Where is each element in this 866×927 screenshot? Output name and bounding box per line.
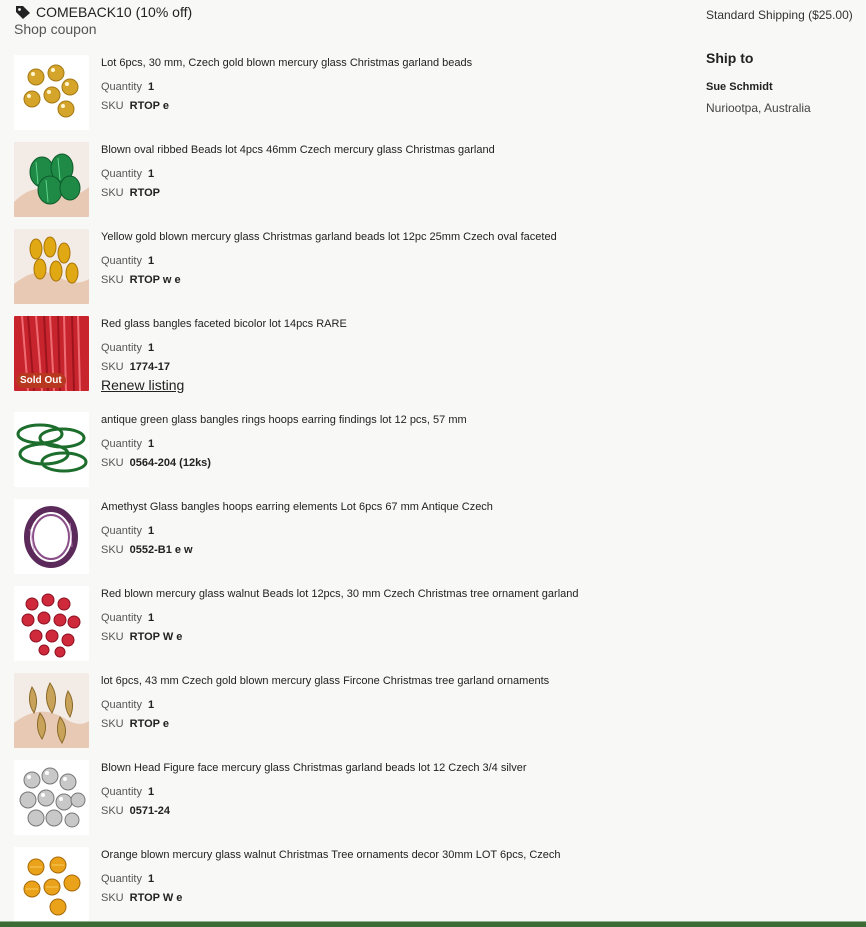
sku-label: SKU bbox=[101, 361, 124, 373]
quantity-label: Quantity bbox=[101, 342, 142, 354]
item-sku bbox=[101, 273, 691, 287]
item-thumbnail[interactable] bbox=[14, 499, 89, 574]
sku-label: SKU bbox=[101, 805, 124, 817]
item-sku bbox=[101, 717, 691, 731]
item-thumbnail[interactable] bbox=[14, 142, 89, 217]
item-thumbnail[interactable] bbox=[14, 586, 89, 661]
item-quantity bbox=[101, 437, 691, 451]
coupon-code-line bbox=[14, 4, 192, 20]
ship-to-name: Sue Schmidt bbox=[706, 81, 773, 93]
sku-value: RTOP e bbox=[129, 718, 169, 730]
item-thumbnail[interactable] bbox=[14, 316, 89, 391]
item-title[interactable]: Amethyst Glass bangles hoops earring elements Lot 6pcs 67 mm Antique Czech bbox=[101, 501, 493, 513]
quantity-value: 1 bbox=[147, 255, 155, 267]
item-quantity bbox=[101, 167, 691, 181]
sku-label: SKU bbox=[101, 187, 124, 199]
quantity-label: Quantity bbox=[101, 525, 142, 537]
tag-icon bbox=[14, 4, 32, 20]
quantity-label: Quantity bbox=[101, 612, 142, 624]
item-quantity bbox=[101, 698, 691, 712]
sku-label: SKU bbox=[101, 274, 124, 286]
quantity-label: Quantity bbox=[101, 873, 142, 885]
quantity-value: 1 bbox=[147, 873, 155, 885]
item-title[interactable]: Blown Head Figure face mercury glass Christmas garland beads lot 12 Czech 3/4 silver bbox=[101, 762, 527, 774]
quantity-label: Quantity bbox=[101, 699, 142, 711]
quantity-value: 1 bbox=[147, 525, 155, 537]
sku-value: RTOP bbox=[129, 187, 160, 199]
item-title[interactable]: Blown oval ribbed Beads lot 4pcs 46mm Czech mercury glass Christmas garland bbox=[101, 144, 495, 156]
item-sku bbox=[101, 360, 691, 374]
sku-label: SKU bbox=[101, 100, 124, 112]
item-title[interactable]: Yellow gold blown mercury glass Christmas garland beads lot 12pc 25mm Czech oval faceted bbox=[101, 231, 557, 243]
quantity-value: 1 bbox=[147, 342, 155, 354]
item-quantity bbox=[101, 341, 691, 355]
item-quantity bbox=[101, 524, 691, 538]
coupon-subtitle: Shop coupon bbox=[14, 21, 97, 37]
item-title[interactable]: antique green glass bangles rings hoops earring findings lot 12 pcs, 57 mm bbox=[101, 414, 467, 426]
sku-value: RTOP W e bbox=[129, 892, 183, 904]
item-sku bbox=[101, 543, 691, 557]
item-quantity bbox=[101, 80, 691, 94]
item-thumbnail[interactable] bbox=[14, 229, 89, 304]
item-sku bbox=[101, 186, 691, 200]
bottom-border-bar bbox=[0, 921, 866, 927]
item-title[interactable]: Orange blown mercury glass walnut Christmas Tree ornaments decor 30mm LOT 6pcs, Czech bbox=[101, 849, 561, 861]
quantity-value: 1 bbox=[147, 786, 155, 798]
item-quantity bbox=[101, 254, 691, 268]
sku-label: SKU bbox=[101, 457, 124, 469]
item-title[interactable]: Red blown mercury glass walnut Beads lot 12pcs, 30 mm Czech Christmas tree ornament garland bbox=[101, 588, 579, 600]
ship-to-location: Nuriootpa, Australia bbox=[706, 101, 811, 115]
sku-label: SKU bbox=[101, 631, 124, 643]
item-title[interactable]: Lot 6pcs, 30 mm, Czech gold blown mercury glass Christmas garland beads bbox=[101, 57, 473, 69]
ship-to-heading: Ship to bbox=[706, 50, 754, 66]
item-sku bbox=[101, 630, 691, 644]
shipping-method: Standard Shipping ($25.00) bbox=[706, 8, 853, 22]
quantity-label: Quantity bbox=[101, 255, 142, 267]
sku-value: 0564-204 (12ks) bbox=[129, 457, 211, 469]
quantity-value: 1 bbox=[147, 699, 155, 711]
item-sku bbox=[101, 891, 691, 905]
sku-value: 0571-24 bbox=[129, 805, 170, 817]
quantity-label: Quantity bbox=[101, 81, 142, 93]
quantity-value: 1 bbox=[147, 612, 155, 624]
item-thumbnail[interactable] bbox=[14, 55, 89, 130]
coupon-code: COMEBACK10 (10% off) bbox=[36, 4, 193, 20]
item-quantity bbox=[101, 785, 691, 799]
item-sku bbox=[101, 456, 691, 470]
sku-label: SKU bbox=[101, 892, 124, 904]
item-quantity bbox=[101, 611, 691, 625]
renew-listing-link[interactable]: Renew listing bbox=[101, 377, 185, 393]
quantity-label: Quantity bbox=[101, 168, 142, 180]
sku-value: RTOP w e bbox=[129, 274, 181, 286]
item-sku bbox=[101, 804, 691, 818]
sold-out-badge: Sold Out bbox=[16, 373, 66, 388]
item-thumbnail[interactable] bbox=[14, 847, 89, 922]
sku-value: RTOP W e bbox=[129, 631, 183, 643]
item-thumbnail[interactable] bbox=[14, 412, 89, 487]
item-quantity bbox=[101, 872, 691, 886]
sku-value: 1774-17 bbox=[129, 361, 170, 373]
item-title[interactable]: Red glass bangles faceted bicolor lot 14pcs RARE bbox=[101, 318, 347, 330]
item-title[interactable]: lot 6pcs, 43 mm Czech gold blown mercury glass Fircone Christmas tree garland ornaments bbox=[101, 675, 550, 687]
quantity-label: Quantity bbox=[101, 786, 142, 798]
quantity-value: 1 bbox=[147, 438, 155, 450]
item-sku bbox=[101, 99, 691, 113]
quantity-value: 1 bbox=[147, 168, 155, 180]
sku-value: 0552-B1 e w bbox=[129, 544, 193, 556]
sku-value: RTOP e bbox=[129, 100, 169, 112]
quantity-label: Quantity bbox=[101, 438, 142, 450]
item-thumbnail[interactable] bbox=[14, 673, 89, 748]
quantity-value: 1 bbox=[147, 81, 155, 93]
item-thumbnail[interactable] bbox=[14, 760, 89, 835]
coupon-block bbox=[14, 4, 192, 37]
sku-label: SKU bbox=[101, 544, 124, 556]
sku-label: SKU bbox=[101, 718, 124, 730]
